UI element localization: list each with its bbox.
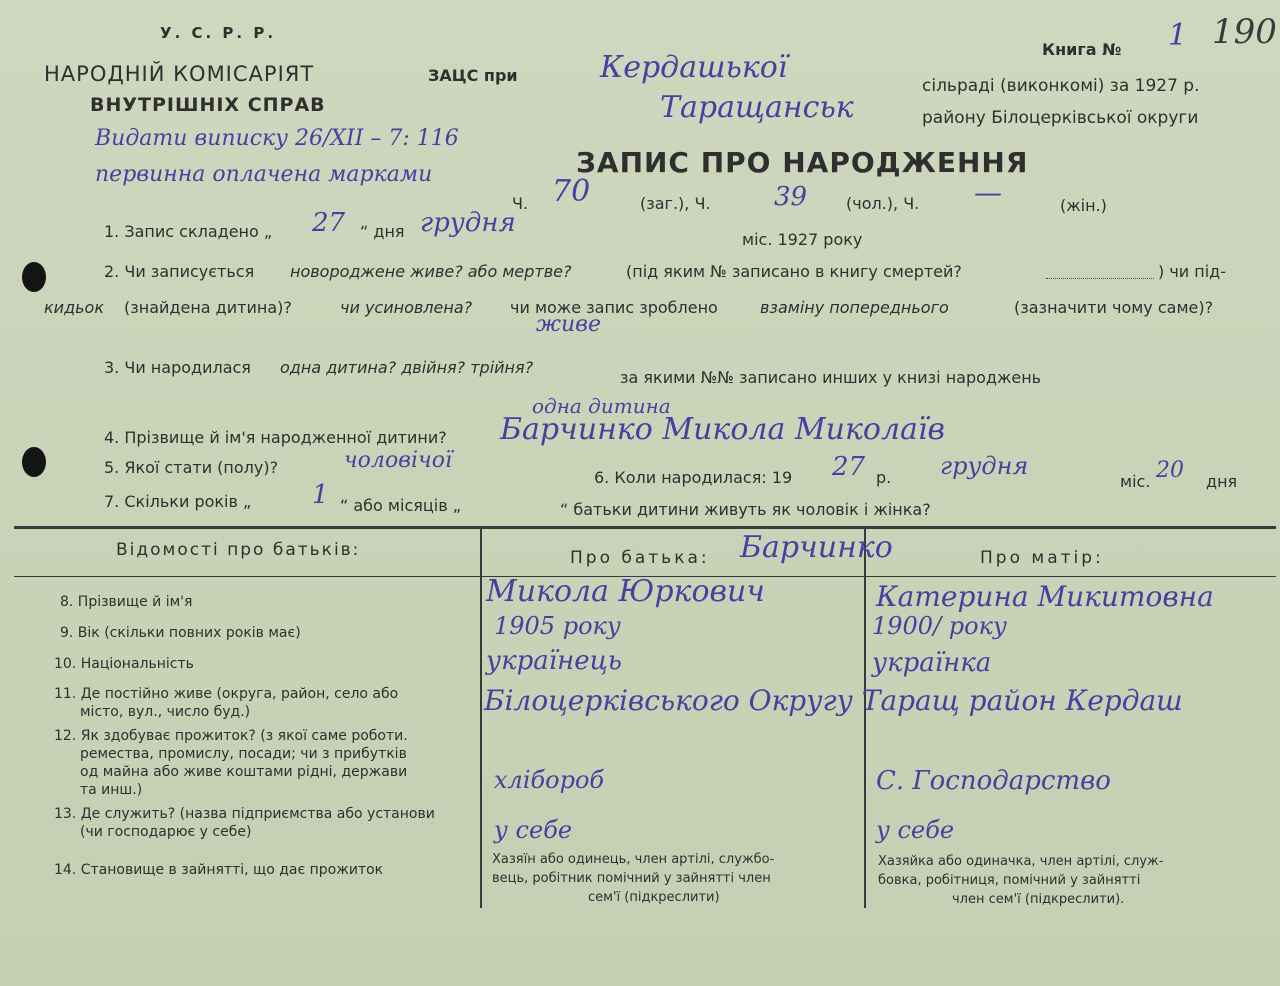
record-female: —: [974, 176, 1002, 209]
margin-note-line1: Видати виписку 26/ХІІ – 7: 116: [95, 126, 459, 151]
district-label: району Білоцерківської округи: [922, 108, 1199, 128]
book-label: Книга №: [1042, 40, 1122, 59]
item6-label-c: міс.: [1120, 472, 1151, 491]
item3-label-a: 3. Чи народилася: [104, 358, 251, 377]
item2-label-b: новороджене живе? або мертве?: [290, 262, 572, 281]
item2-label-a: 2. Чи записується: [104, 262, 255, 281]
row8-label: 8. Прізвище й ім'я: [60, 594, 193, 610]
residence: Білоцерківського Округу Таращ район Кердаш: [484, 684, 1183, 717]
record-general: 70: [552, 174, 591, 209]
child-name-value: Барчинко Микола Миколаїв: [500, 412, 945, 447]
table-top-rule: [14, 526, 1276, 529]
item2-label-e: кидьок: [44, 298, 105, 317]
record-male: 39: [774, 182, 808, 212]
row14-label: 14. Становище в зайнятті, що дає прожиток: [54, 862, 384, 878]
village-council-label: сільраді (виконкомі) за 1927 р.: [922, 76, 1200, 96]
father-name: Микола Юркович: [486, 574, 765, 609]
alive-value: живе: [536, 312, 602, 337]
record-month: грудня: [420, 208, 516, 238]
item2-label-g: чи усиновлена?: [340, 298, 473, 317]
item4-label: 4. Прізвище й ім'я народженної дитини?: [104, 428, 447, 447]
book-number: 1: [1168, 18, 1188, 53]
margin-note-line2: первинна оплачена марками: [95, 162, 433, 187]
item5-label: 5. Якої стати (полу)?: [104, 458, 279, 477]
ministry-line2: ВНУТРІШНІХ СПРАВ: [90, 94, 326, 116]
table-divider-2: [864, 528, 866, 908]
parents-info-header: Відомості про батьків:: [116, 540, 361, 560]
row12-label-cont3: та инш.): [80, 782, 143, 798]
republic-label: У. С. Р. Р.: [160, 24, 277, 42]
mother-status-line1: Хазяйка або одиначка, член артілі, служ-: [878, 854, 1164, 869]
item1-label-b: “ дня: [360, 222, 405, 241]
zags-label: ЗАЦС при: [428, 66, 518, 85]
mother-name: Катерина Микитовна: [876, 580, 1214, 613]
page-title: ЗАПИС ПРО НАРОДЖЕННЯ: [576, 146, 1029, 179]
general-label: (заг.), Ч.: [640, 194, 711, 213]
row11-label: 11. Де постійно живе (округа, район, село або: [54, 686, 399, 702]
row9-label: 9. Вік (скільки повних років має): [60, 625, 301, 641]
ministry-line1: НАРОДНІЙ КОМІСАРІЯТ: [44, 62, 315, 86]
item2-label-c: (під яким № записано в книгу смертей?: [626, 262, 962, 281]
village-name: Кердашької: [600, 50, 788, 85]
male-label: (чол.), Ч.: [846, 194, 920, 213]
father-occupation: хлібороб: [494, 766, 605, 794]
item2-label-j: (зазначити чому саме)?: [1014, 298, 1214, 317]
mother-header: Про матір:: [980, 548, 1104, 568]
item1-label-c: міс. 1927 року: [742, 230, 863, 249]
father-service: у себе: [494, 816, 573, 844]
item2-label-i: взаміну попереднього: [760, 298, 949, 317]
mother-age: 1900/ року: [872, 612, 1007, 640]
father-status-line2: вець, робітник помічний у зайнятті член: [492, 871, 771, 886]
folio-number: 190: [1212, 12, 1277, 52]
item1-label-a: 1. Запис складено „: [104, 222, 273, 241]
item6-label-d: дня: [1206, 472, 1238, 491]
mother-occupation: С. Господарство: [876, 766, 1111, 796]
item3-label-b: одна дитина? двійня? трійня?: [280, 358, 534, 377]
item2-label-d: ) чи під-: [1158, 262, 1227, 281]
item2-label-f: (знайдена дитина)?: [124, 298, 292, 317]
raion-name: Таращанськ: [660, 90, 854, 125]
father-nationality: українець: [486, 646, 622, 676]
row12-label: 12. Як здобуває прожиток? (з якої саме роботи.: [54, 728, 408, 744]
row12-label-cont1: ремества, промислу, посади; чи з прибутків: [80, 746, 407, 762]
years-value: 1: [312, 480, 329, 510]
item6-label-b: р.: [876, 468, 892, 487]
item7-label-c: “ батьки дитини живуть як чоловік і жінка?: [560, 500, 931, 519]
father-status-line3: сем'ї (підкреслити): [588, 890, 720, 905]
table-divider-1: [480, 528, 482, 908]
row13-label: 13. Де служить? (назва підприємства або установи: [54, 806, 435, 822]
female-label: (жін.): [1060, 196, 1107, 215]
row12-label-cont2: од майна або живе коштами рідні, держави: [80, 764, 408, 780]
father-age: 1905 року: [494, 612, 621, 640]
item6-label-a: 6. Коли народилася: 19: [594, 468, 793, 487]
record-day: 27: [312, 208, 346, 238]
father-surname: Барчинко: [740, 530, 893, 565]
mother-nationality: українка: [872, 648, 992, 678]
birth-day-value: 20: [1156, 458, 1184, 483]
mother-status-line2: бовка, робітниця, помічний у зайнятті: [878, 873, 1141, 888]
father-status-line1: Хазяїн або одинець, член артілі, службо-: [492, 852, 775, 867]
row11-label-cont: місто, вул., число буд.): [80, 704, 251, 720]
birth-year-value: 27: [832, 452, 866, 482]
row10-label: 10. Національність: [54, 656, 194, 672]
item2-dotted-fill: [1046, 278, 1154, 279]
item3-label-c: за якими №№ записано инших у книзі народжень: [620, 368, 1042, 387]
item2-label-h: чи може запис зроблено: [510, 298, 718, 317]
birth-month-value: грудня: [940, 452, 1029, 480]
item7-label-a: 7. Скільки років „: [104, 492, 252, 511]
father-header: Про батька:: [570, 548, 710, 568]
sex-value: чоловічої: [344, 448, 452, 473]
row13-label-cont: (чи господарює у себе): [80, 824, 252, 840]
one-child-value: одна дитина: [532, 394, 671, 418]
mother-status-line3: член сем'ї (підкреслити).: [952, 892, 1125, 907]
punch-hole-bottom: [22, 447, 46, 477]
record-num-label: Ч.: [512, 194, 529, 213]
mother-service: у себе: [876, 816, 955, 844]
item7-label-b: “ або місяців „: [340, 496, 461, 515]
punch-hole-top: [22, 262, 46, 292]
